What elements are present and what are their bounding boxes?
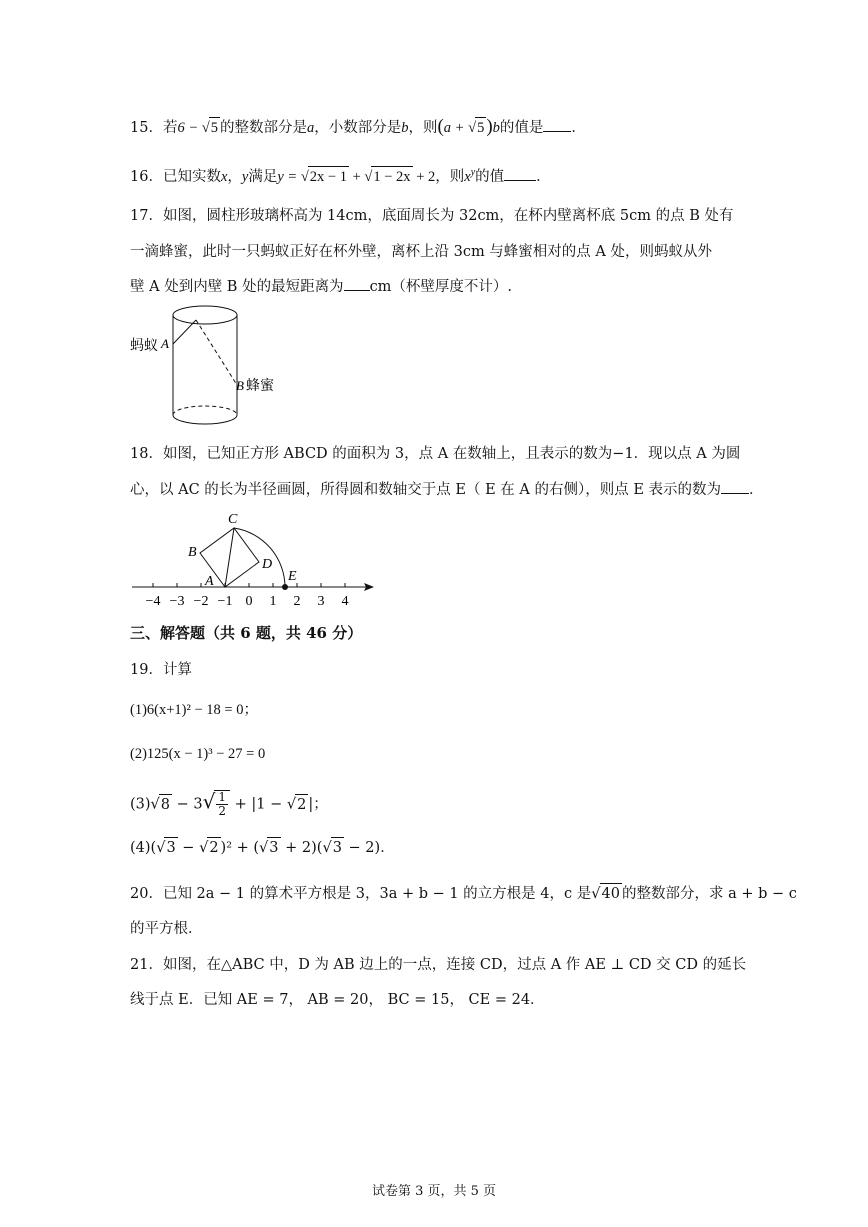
sqrt-symbol: √ xyxy=(364,168,373,185)
answer-blank xyxy=(721,479,749,494)
q15-var-b2: b xyxy=(492,120,500,136)
q15-text2: 的整数部分是 xyxy=(219,120,307,136)
sqrt-symbol: √ xyxy=(202,789,216,814)
label-E: E xyxy=(288,569,297,584)
q16-pow-base: x xyxy=(464,168,471,185)
q15-end: ． xyxy=(571,120,586,136)
fraction-denominator: 2 xyxy=(218,804,227,818)
q18-line2-text: 心，以 AC 的长为半径画圆，所得圆和数轴交于点 E（ E 在 A 的右侧），则点 E 表示的数为 xyxy=(130,482,722,498)
axis-tick-label: −3 xyxy=(169,594,185,609)
q16-plus: + xyxy=(348,168,365,185)
page-footer: 试卷第 3 页，共 5 页 xyxy=(371,1184,497,1199)
question-17-line1: 17．如图，圆柱形玻璃杯高为 14cm，底面周长为 32cm，在杯内壁离杯底 5cm 的点 B 处有 xyxy=(130,208,734,224)
q16-var-x: x xyxy=(220,168,228,185)
q19-part3 xyxy=(130,790,328,818)
q16-comma: ， xyxy=(227,168,242,185)
q19-part1: (1)6(x+1)² − 18 = 0； xyxy=(130,702,258,718)
q19-part2: (2)125(x − 1)³ − 27 = 0 xyxy=(130,746,266,762)
fraction-numerator: 1 xyxy=(218,790,227,804)
q19-p4-r3: 3 xyxy=(164,837,177,858)
q16-text2: 满足 xyxy=(248,168,278,185)
q16-text4: 的值 xyxy=(475,168,505,185)
q19-p3-minus3: − 3 xyxy=(172,796,203,813)
q19-p4-r2: 2 xyxy=(207,837,220,858)
q15-var-b: b xyxy=(401,120,409,136)
axis-tick-label: 1 xyxy=(269,594,277,609)
label-C: C xyxy=(228,512,238,527)
q19-p4-mid: )² + ( xyxy=(220,840,260,856)
label-B: B xyxy=(236,378,244,393)
q19-p4-r3c: 3 xyxy=(331,837,344,858)
q15-text5: 的值是 xyxy=(499,120,544,136)
question-18-line1: 18．如图，已知正方形 ABCD 的面积为 3，点 A 在数轴上，且表示的数为−1．现以点 A 为圆 xyxy=(130,446,741,462)
q20-text2: 的整数部分，求 a + b − c xyxy=(621,886,797,902)
axis-tick-label: −4 xyxy=(145,594,161,609)
sqrt-symbol: √ xyxy=(156,840,166,856)
question-20-line1 xyxy=(130,883,797,904)
ant-path-dashed xyxy=(196,320,237,385)
q16-end: ． xyxy=(536,168,551,185)
sqrt-symbol: √ xyxy=(591,886,601,902)
answer-blank xyxy=(543,117,571,132)
q16-pow-exp: y xyxy=(470,167,476,178)
label-D: D xyxy=(262,557,273,572)
q17-line3-text: 壁 A 处到内壁 B 处的最短距离为 xyxy=(130,279,344,295)
q15-var-a: a xyxy=(306,120,315,136)
q20-text: 20．已知 2a − 1 的算术平方根是 3，3a + b − 1 的立方根是 4，c 是 xyxy=(130,886,592,902)
q19-p4-minus: − xyxy=(177,840,200,856)
q20-rad40: 40 xyxy=(600,883,622,904)
question-19-title: 19．计算 xyxy=(130,662,192,678)
cylinder-bottom-back xyxy=(173,406,237,415)
question-17-line2: 一滴蜂蜜，此时一只蚂蚁正好在杯外壁，离杯上沿 3cm 与蜂蜜相对的点 A 处，则蚂蚁从外 xyxy=(130,244,713,260)
question-18-line2 xyxy=(130,479,764,500)
question-16 xyxy=(130,163,551,187)
q15-radicand: 5 xyxy=(209,117,220,138)
sqrt-symbol: √ xyxy=(201,120,210,136)
q16-radicand1: 2x − 1 xyxy=(308,166,349,187)
sqrt-symbol: √ xyxy=(150,796,160,813)
sqrt-symbol: √ xyxy=(468,120,477,136)
axis-tick-label: 3 xyxy=(317,594,325,609)
question-17-line3 xyxy=(130,276,512,297)
diagonal-ac xyxy=(225,528,234,587)
sqrt-symbol: √ xyxy=(286,796,297,813)
q19-p4-r3b: 3 xyxy=(267,837,280,858)
q15-text3: ，小数部分是 xyxy=(314,120,402,136)
q16-eq: y = xyxy=(277,168,301,185)
q18-line2-end: ． xyxy=(749,482,764,498)
question-15 xyxy=(130,117,586,138)
q15-radicand2: 5 xyxy=(475,117,486,138)
q15-number: 15． xyxy=(130,120,163,136)
answer-blank xyxy=(504,166,536,181)
cylinder-top xyxy=(173,306,237,324)
axis-tick-label: −2 xyxy=(193,594,209,609)
question-21-line2: 线于点 E．已知 AE = 7， AB = 20， BC = 15， CE = 24． xyxy=(130,992,545,1008)
q19-p4-end: − 2)． xyxy=(343,840,395,856)
q15-expr2: (a + √5 )b xyxy=(437,116,500,137)
q19-p3-abs-close: |； xyxy=(308,796,328,813)
fraction xyxy=(216,791,228,818)
q19-p4-plus2: + 2)( xyxy=(280,840,323,856)
q16-equation xyxy=(277,169,435,185)
q16-var-y: y xyxy=(241,168,249,185)
question-21-line1: 21．如图，在△ABC 中，D 为 AB 边上的一点，连接 CD，过点 A 作 AE ⊥ CD 交 CD 的延长 xyxy=(130,957,747,973)
q15-expr1: 6 − xyxy=(177,120,202,136)
axis-tick-label: 2 xyxy=(293,594,301,609)
label-B: B xyxy=(188,545,197,560)
q16-power xyxy=(464,169,475,185)
q17-line3-tail: cm（杯壁厚度不计）. xyxy=(369,279,513,295)
q19-p3-abs-open: + |1 − xyxy=(230,796,287,813)
answer-blank xyxy=(344,276,370,291)
cylinder-figure xyxy=(128,300,288,430)
q19-p3-frac-rad xyxy=(214,790,230,818)
cylinder-bottom-front xyxy=(173,415,237,424)
sqrt-symbol: √ xyxy=(300,168,309,185)
q15-text4: ，则 xyxy=(408,120,438,136)
q19-part4 xyxy=(130,837,395,858)
sqrt-symbol: √ xyxy=(199,840,209,856)
q16-tail: + 2 xyxy=(412,168,436,185)
q16-text3: ，则 xyxy=(435,168,465,185)
point-e xyxy=(282,584,288,590)
label-ant: 蚂蚁 xyxy=(130,339,158,354)
axis-tick-label: 4 xyxy=(341,594,349,609)
axis-tick-label: 0 xyxy=(245,594,253,609)
q19-p3-rad2: 2 xyxy=(295,794,308,815)
axis-tick-label: −1 xyxy=(217,594,233,609)
number-line-figure xyxy=(128,508,388,612)
question-20-line2: 的平方根． xyxy=(130,921,203,937)
q19-p4-label: (4)( xyxy=(130,840,157,856)
q19-p3-label: (3) xyxy=(130,796,151,813)
sqrt-symbol: √ xyxy=(322,840,332,856)
label-A: A xyxy=(161,336,169,351)
q16-number: 16． xyxy=(130,168,163,185)
q16-radicand2: 1 − 2x xyxy=(371,166,412,187)
arc-ae xyxy=(234,528,285,587)
q15-text: 若 xyxy=(162,120,178,136)
q15-expr xyxy=(177,120,220,136)
q16-text: 已知实数 xyxy=(162,168,221,185)
ant-path-solid xyxy=(173,320,196,344)
section-3-title: 三、解答题（共 6 题，共 46 分） xyxy=(130,624,363,642)
sqrt-symbol: √ xyxy=(259,840,269,856)
q19-p3-rad8: 8 xyxy=(159,794,172,815)
label-honey: 蜂蜜 xyxy=(246,379,274,394)
label-A: A xyxy=(205,574,214,589)
q15-expr2-a: a + xyxy=(443,120,469,136)
